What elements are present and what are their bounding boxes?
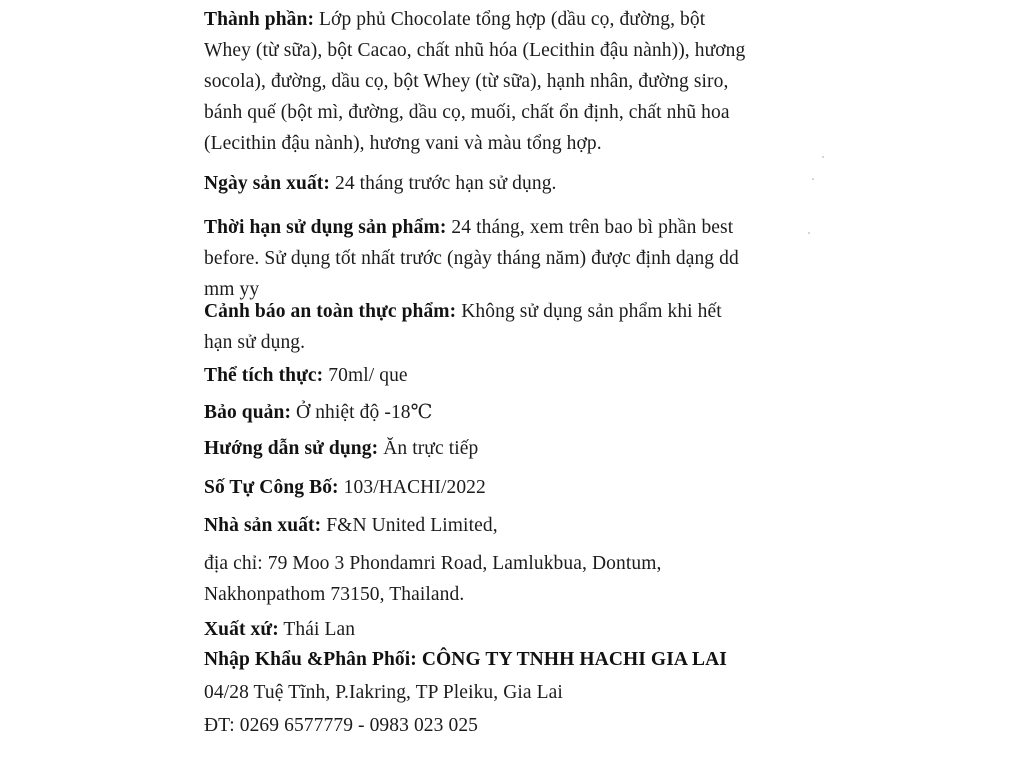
manufacturer-address-line: Nakhonpathom 73150, Thailand. bbox=[204, 584, 465, 605]
print-speck bbox=[822, 156, 824, 158]
importer-section bbox=[204, 644, 834, 675]
ingredients-line: Lớp phủ Chocolate tổng hợp (dầu cọ, đường, bột bbox=[319, 9, 706, 30]
origin-value: Thái Lan bbox=[283, 619, 356, 640]
print-speck bbox=[808, 232, 810, 234]
phone-value: ĐT: 0269 6577779 - 0983 023 025 bbox=[204, 715, 479, 736]
safety-warning-title: Cảnh báo an toàn thực phẩm: bbox=[204, 301, 457, 322]
importer-title: Nhập Khẩu &Phân Phối: bbox=[204, 649, 417, 670]
ingredients-line: bánh quế (bột mì, đường, dầu cọ, muối, chất ổn định, chất nhũ hoa bbox=[204, 102, 730, 123]
print-speck bbox=[812, 178, 814, 180]
usage-value: Ăn trực tiếp bbox=[383, 438, 479, 459]
net-volume-section bbox=[204, 360, 834, 391]
ingredients-title: Thành phần: bbox=[204, 9, 315, 30]
production-date-section bbox=[204, 168, 834, 199]
importer-address-section bbox=[204, 677, 834, 708]
manufacturer-address-line: địa chỉ: 79 Moo 3 Phondamri Road, Lamlukbua, Dontum, bbox=[204, 553, 662, 574]
importer-address-value: 04/28 Tuệ Tĩnh, P.Iakring, TP Pleiku, Gia Lai bbox=[204, 682, 563, 703]
manufacturer-title: Nhà sản xuất: bbox=[204, 515, 322, 536]
degree-celsius-icon: ℃ bbox=[410, 402, 433, 423]
safety-warning-line: Không sử dụng sản phẩm khi hết bbox=[461, 301, 722, 322]
manufacturer-value: F&N United Limited, bbox=[326, 515, 498, 536]
declaration-section bbox=[204, 472, 834, 503]
net-volume-value: 70ml/ que bbox=[328, 365, 408, 386]
storage-title: Bảo quản: bbox=[204, 402, 292, 423]
usage-title: Hướng dẫn sử dụng: bbox=[204, 438, 379, 459]
storage-value: Ở nhiệt độ -18 bbox=[296, 402, 411, 423]
ingredients-section bbox=[204, 4, 834, 159]
net-volume-title: Thể tích thực: bbox=[204, 365, 324, 386]
ingredients-line: (Lecithin đậu nành), hương vani và màu tổng hợp. bbox=[204, 133, 602, 154]
declaration-value: 103/HACHI/2022 bbox=[343, 477, 486, 498]
importer-value: CÔNG TY TNHH HACHI GIA LAI bbox=[421, 649, 727, 670]
shelf-life-section bbox=[204, 212, 834, 305]
safety-warning-line: hạn sử dụng. bbox=[204, 332, 306, 353]
ingredients-line: Whey (từ sữa), bột Cacao, chất nhũ hóa (Lecithin đậu nành)), hương bbox=[204, 40, 746, 61]
storage-section bbox=[204, 397, 834, 428]
shelf-life-line: before. Sử dụng tốt nhất trước (ngày tháng năm) được định dạng dd bbox=[204, 248, 739, 269]
phone-section bbox=[204, 710, 834, 741]
origin-section bbox=[204, 614, 834, 645]
manufacturer-address-section bbox=[204, 548, 834, 610]
shelf-life-line: 24 tháng, xem trên bao bì phần best bbox=[451, 217, 734, 238]
shelf-life-line: mm yy bbox=[204, 279, 260, 300]
declaration-title: Số Tự Công Bố: bbox=[204, 477, 339, 498]
ingredients-line: socola), đường, dầu cọ, bột Whey (từ sữa), hạnh nhân, đường siro, bbox=[204, 71, 729, 92]
manufacturer-section bbox=[204, 510, 834, 541]
origin-title: Xuất xứ: bbox=[204, 619, 279, 640]
usage-section bbox=[204, 433, 834, 464]
safety-warning-section bbox=[204, 296, 834, 358]
shelf-life-title: Thời hạn sử dụng sản phẩm: bbox=[204, 217, 447, 238]
production-date-title: Ngày sản xuất: bbox=[204, 173, 330, 194]
production-date-value: 24 tháng trước hạn sử dụng. bbox=[334, 173, 557, 194]
